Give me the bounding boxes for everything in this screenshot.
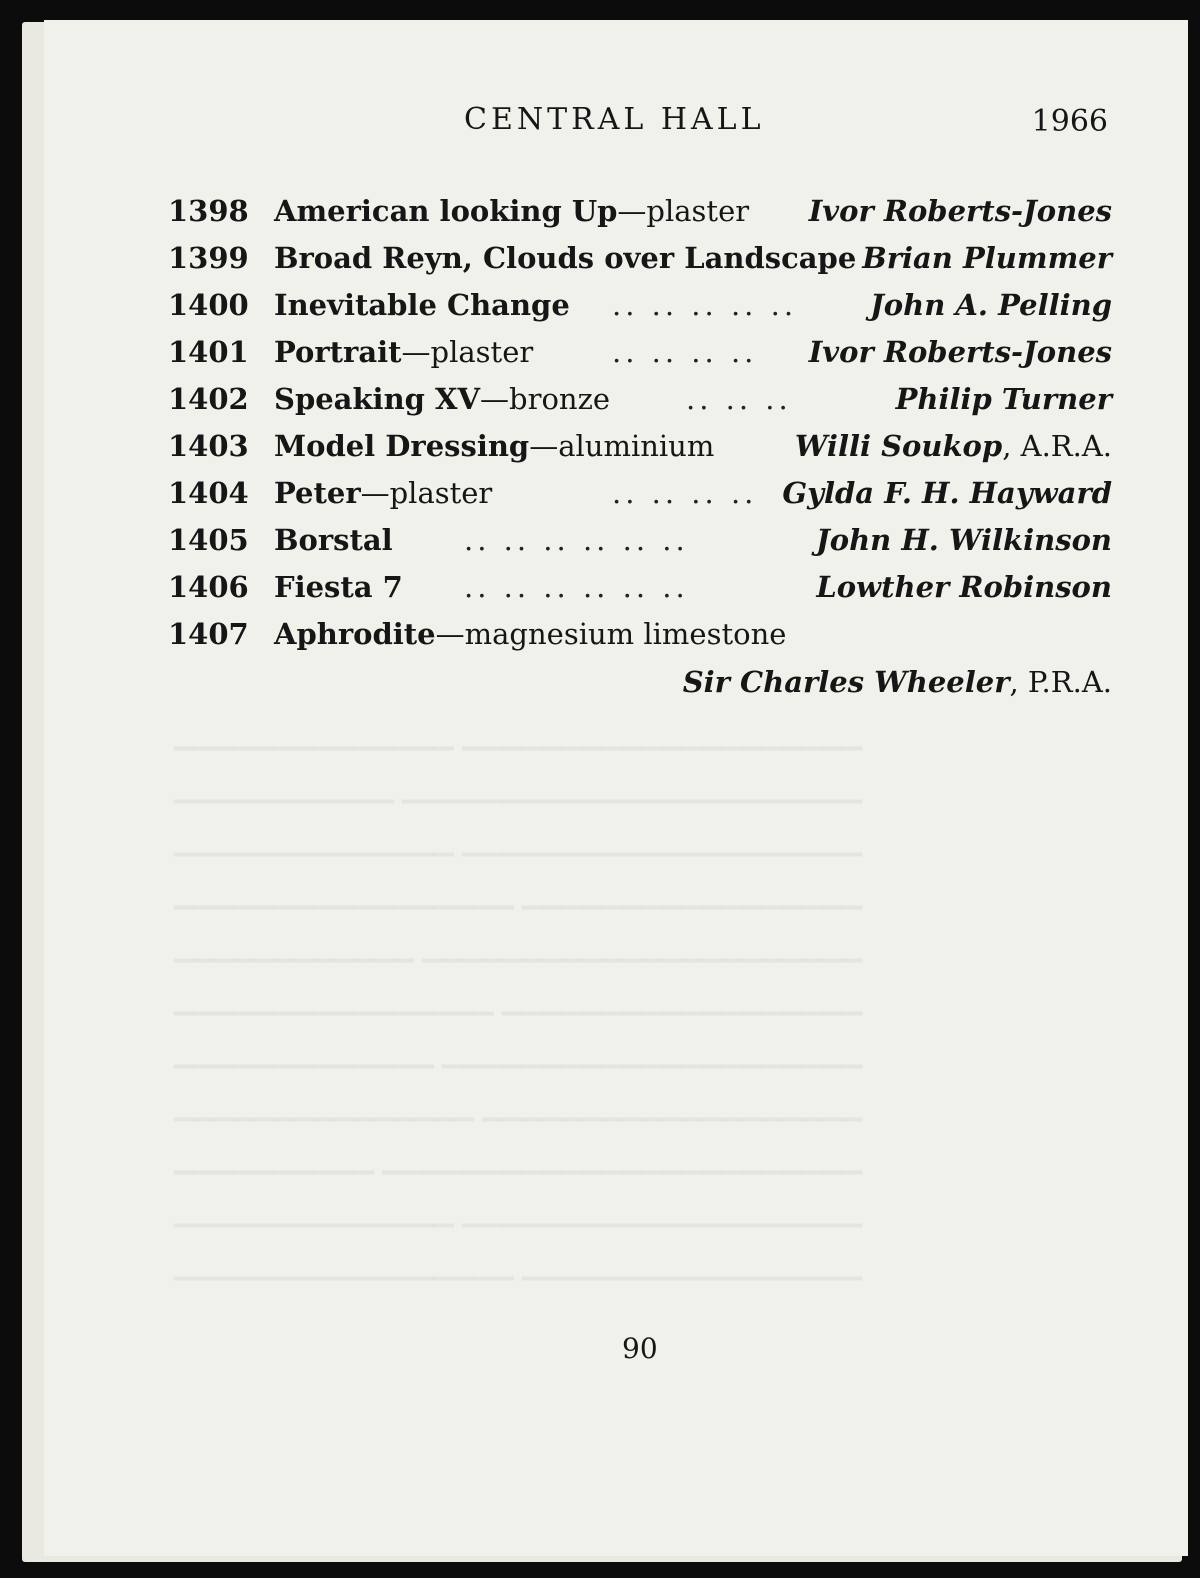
catalogue-entry <box>168 235 1112 282</box>
artist-name: John A. Pelling <box>870 288 1112 322</box>
catalogue-entry <box>168 376 1112 423</box>
artist-name: Brian Plummer <box>862 241 1112 275</box>
work-medium: —bronze <box>480 382 611 416</box>
entry-title <box>274 470 492 517</box>
dot-leader: .. .. .. <box>686 382 792 416</box>
entry-title <box>274 423 714 470</box>
work-title: Fiesta 7 <box>274 570 403 604</box>
artist-name: Sir Charles Wheeler <box>682 665 1010 699</box>
entry-artist <box>862 235 1112 282</box>
page-number: 90 <box>622 1332 658 1365</box>
artist-name: Lowther Robinson <box>816 570 1112 604</box>
work-title: Speaking XV <box>274 382 481 416</box>
artist-suffix: , P.R.A. <box>1009 665 1112 699</box>
entry-title <box>274 376 610 423</box>
entry-artist <box>816 517 1112 564</box>
artist-name: Ivor Roberts-Jones <box>808 194 1112 228</box>
entry-artist <box>782 470 1112 517</box>
entry-artist <box>896 376 1112 423</box>
entry-artist <box>870 282 1112 329</box>
work-title: Borstal <box>274 523 393 557</box>
work-medium: —plaster <box>617 194 750 228</box>
work-title: Inevitable Change <box>274 288 570 322</box>
work-title: Aphrodite <box>274 617 436 651</box>
dot-leader: .. .. .. .. .. <box>612 288 798 322</box>
catalogue-entry <box>168 188 1112 235</box>
entry-number: 1405 <box>168 523 249 557</box>
entry-number: 1403 <box>168 429 249 463</box>
entry-number: 1400 <box>168 288 249 322</box>
entry-number: 1401 <box>168 335 249 369</box>
catalogue-entry <box>168 329 1112 376</box>
entry-title <box>274 611 786 658</box>
entry-number: 1399 <box>168 241 249 275</box>
entry-number: 1406 <box>168 570 249 604</box>
artist-name: Philip Turner <box>895 382 1112 416</box>
entry-title <box>274 235 856 282</box>
catalogue-entries <box>168 188 1112 707</box>
catalogue-entry <box>168 564 1112 611</box>
artist-name: Ivor Roberts-Jones <box>808 335 1112 369</box>
entry-number: 1402 <box>168 382 249 416</box>
entry-artist <box>795 423 1112 470</box>
entry-title <box>274 282 570 329</box>
show-through-text: ▁▁▁▁▁▁▁▁▁▁▁▁▁▁ ▁▁▁▁▁▁▁▁▁▁▁▁▁▁▁▁▁▁▁▁ ▁▁▁▁▁▁▁▁▁▁▁ ▁▁▁▁▁▁▁▁▁▁▁▁▁▁▁▁▁▁▁▁▁▁▁ ▁▁▁▁▁▁▁▁▁▁▁▁▁▁ ▁▁▁▁▁▁▁▁▁▁▁▁▁▁▁▁▁▁▁▁ ▁▁▁▁▁▁▁▁▁▁▁▁▁▁▁▁▁ ▁▁▁▁▁▁▁▁▁▁▁▁▁▁▁▁▁ ▁▁▁▁▁▁▁▁▁▁▁▁ ▁▁▁▁▁▁▁▁▁▁▁▁▁▁▁▁▁▁▁▁▁▁ ▁▁▁▁▁▁▁▁▁▁▁▁▁▁▁▁ ▁▁▁▁▁▁▁▁▁▁▁▁▁▁▁▁▁▁ ▁▁▁▁▁▁▁▁▁▁▁▁▁ ▁▁▁▁▁▁▁▁▁▁▁▁▁▁▁▁▁▁▁▁▁ ▁▁▁▁▁▁▁▁▁▁▁▁▁▁▁ ▁▁▁▁▁▁▁▁▁▁▁▁▁▁▁▁▁▁▁ ▁▁▁▁▁▁▁▁▁▁ ▁▁▁▁▁▁▁▁▁▁▁▁▁▁▁▁▁▁▁▁▁▁▁▁ ▁▁▁▁▁▁▁▁▁▁▁▁▁▁ ▁▁▁▁▁▁▁▁▁▁▁▁▁▁▁▁▁▁▁▁ ▁▁▁▁▁▁▁▁▁▁▁▁▁▁▁▁▁ ▁▁▁▁▁▁▁▁▁▁▁▁▁▁▁▁▁ <box>174 721 863 1281</box>
artist-suffix: , A.R.A. <box>1002 429 1112 463</box>
catalogue-entry <box>168 517 1112 564</box>
entry-number: 1407 <box>168 617 249 651</box>
dot-leader: .. .. .. .. .. .. <box>464 570 689 604</box>
entry-number: 1398 <box>168 194 249 228</box>
entry-artist <box>683 659 1112 706</box>
work-title: Portrait <box>274 335 402 369</box>
entry-title <box>274 517 393 564</box>
artist-name: Willi Soukop <box>794 429 1003 463</box>
dot-leader: .. .. .. .. .. .. <box>464 523 689 557</box>
artist-name: Gylda F. H. Hayward <box>782 476 1112 510</box>
artist-name: John H. Wilkinson <box>816 523 1112 557</box>
entry-title <box>274 188 749 235</box>
work-title: American looking Up <box>274 194 618 228</box>
work-medium: —plaster <box>360 476 493 510</box>
catalogue-entry <box>168 470 1112 517</box>
catalogue-entry <box>168 611 1112 707</box>
dot-leader: .. .. .. .. <box>612 476 758 510</box>
work-title: Peter <box>274 476 361 510</box>
running-head: CENTRAL HALL <box>464 102 765 137</box>
catalogue-entry <box>168 423 1112 470</box>
page-header <box>44 102 1188 142</box>
work-title: Model Dressing <box>274 429 530 463</box>
work-medium: —plaster <box>401 335 534 369</box>
work-medium: —magnesium limestone <box>435 617 787 651</box>
entry-artist <box>809 329 1112 376</box>
year-label: 1966 <box>1031 104 1108 139</box>
entry-number: 1404 <box>168 476 249 510</box>
entry-title <box>274 329 533 376</box>
catalogue-entry <box>168 282 1112 329</box>
entry-title <box>274 564 403 611</box>
entry-artist <box>809 188 1112 235</box>
entry-artist <box>816 564 1112 611</box>
work-title: Broad Reyn, Clouds over Landscape <box>274 241 857 275</box>
work-medium: —aluminium <box>529 429 715 463</box>
dot-leader: .. .. .. .. <box>612 335 758 369</box>
catalogue-page <box>44 20 1188 1556</box>
